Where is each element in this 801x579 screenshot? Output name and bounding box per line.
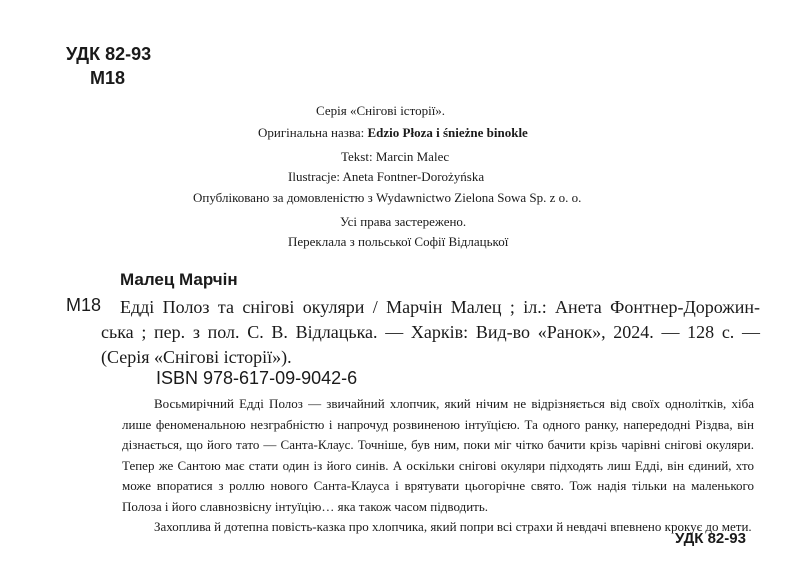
original-title: Edzio Płoza i śnieżne binokle [367,125,528,140]
bibliographic-description [101,295,760,370]
translator-line: Переклала з польської Софії Відлацької [288,234,509,249]
biblio-line: (Серія «Снігові історії»). [101,347,292,367]
biblio-line: Едді Полоз та снігові окуляри / Марчін Малец ; іл.: Анета Фонтнер-Дорожин- [120,297,760,317]
udk-block [66,42,151,90]
catalog-code: М18 [66,295,102,315]
author-mark: М18 [90,68,126,88]
annotation-paragraph: Восьмирічний Едді Полоз — звичайний хлопчик, який нічим не відрізняється від своїх однолітків, хіба лише феноменальною незграбністю і напрочуд розвиненою інтуїцією. Та одного ранку, напередодні Різдва, він дізнається, що його тато — Санта-Клаус. Точніше, був ним, поки міг чітко бачити крізь чарівні снігові окуляри. Тепер же Сантою має стати один із його синів. А оскільки снігові окуляри підходять лиш Едді, він єдиний, хто може впоратися з роллю нового Санта-Клауса і врятувати цьогорічне свято. Тож надія тільки на маленького Полоза і його славнозвісну інтуїцію… яка також часом підводить. [122,396,754,514]
rights-reserved: Усі права застережено. [340,214,467,229]
publication-agreement: Опубліковано за домовленістю з Wydawnictwo Zielona Sowa Sp. z o. o. [193,190,582,205]
text-credit: Tekst: Marcin Malec [341,149,450,164]
udk-footer: УДК 82-93 [675,530,746,547]
annotation [122,394,754,538]
illustration-credit: Ilustracje: Aneta Fontner-Dorożyńska [288,169,485,184]
isbn: ISBN 978-617-09-9042-6 [156,368,358,388]
udk-code: УДК 82-93 [66,44,152,64]
catalog-author-heading: Малец Марчін [120,270,238,289]
annotation-paragraph: Захоплива й дотепна повість-казка про хлопчика, який попри всі страхи й невдачі впевнено крокує до мети. [154,519,752,534]
biblio-line: ська ; пер. з пол. С. В. Відлацька. — Харків: Вид-во «Ранок», 2024. — 128 с. — [101,322,760,342]
original-title-label: Оригінальна назва: [258,125,365,140]
series-line: Серія «Снігові історії». [316,103,446,118]
original-title-line [258,125,528,141]
